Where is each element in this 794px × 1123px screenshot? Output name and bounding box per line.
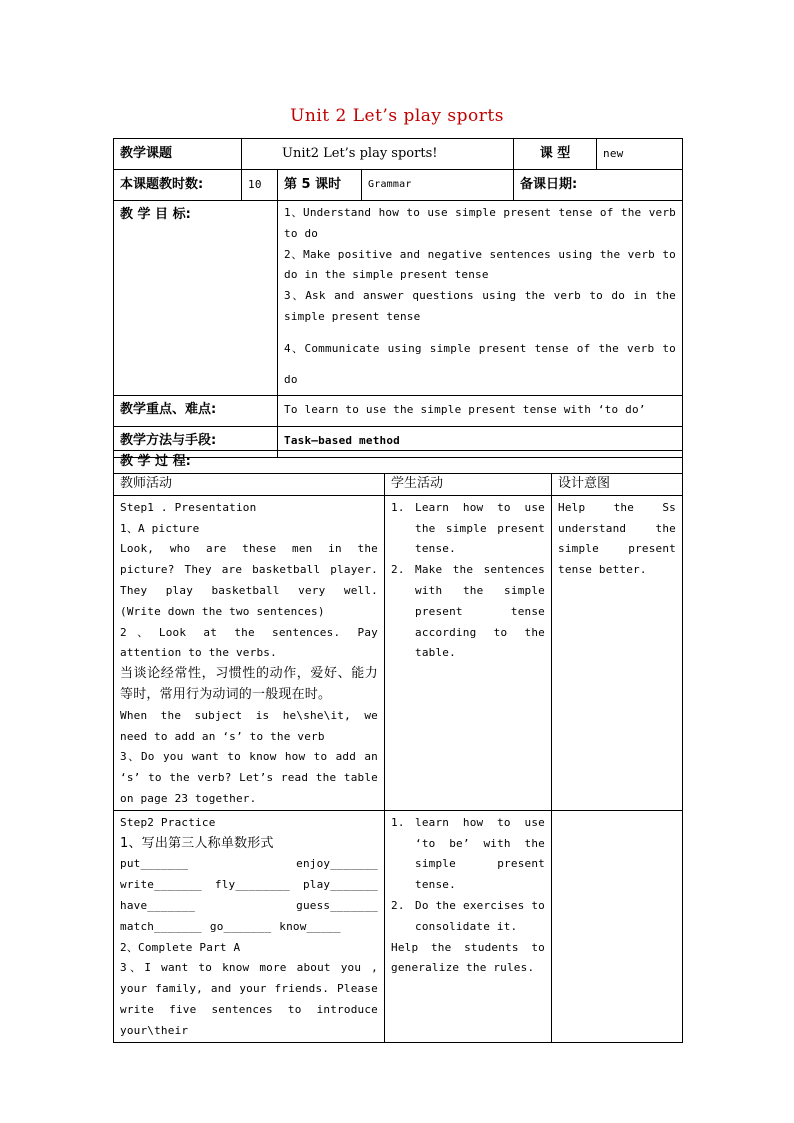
objective-item: 4、Communicate using simple present tense of the verb to do [284,341,676,386]
type-value: new [597,139,683,170]
prep-date-label: 备课日期: [514,170,683,201]
step2-task2: 2、Complete Part A [120,940,241,954]
word-row: have_______ guess_______ [120,898,378,912]
word-row: put_______ enjoy_______ [120,857,378,871]
step2-task1: 1、写出第三人称单数形式 [120,835,274,851]
step1-line: Look, who are these men in the picture? They are basketball player. They play basketball very well. (Write down the two sentences) [120,542,378,618]
document-title: Unit 2 Let’s play sports [290,106,504,126]
key-points-label: 教学重点、难点: [114,395,278,426]
step2-student-list [391,813,545,938]
objectives-label: 教 学 目 标: [114,201,278,396]
step1-line: 1、A picture [120,521,200,535]
step1-line: 当谈论经常性，习惯性的动作，爱好、能力等时，常用行为动词的一般现在时。 [120,666,378,702]
course-label: 教学课题 [114,139,242,170]
step1-line: 3、Do you want to know how to add an ‘s’ to the verb? Let’s read the table on page 23 together. [120,750,378,805]
lesson-label: 第 5 课时 [278,170,362,201]
step1-line: When the subject is he\she\it, we need to add an ‘s’ to the verb [120,708,378,743]
step2-heading: Step2 Practice [120,815,216,829]
step1-student-list [391,498,545,664]
col-teacher-header: 教师活动 [114,474,385,496]
step1-design: Help the Ss understand the simple present tense better. [552,495,683,810]
periods-value: 10 [242,170,278,201]
lesson-header-table [113,138,683,201]
step2-task3: 3、I want to know more about you , your family, and your friends. Please write five sentences to introduce your\their [120,961,378,1037]
list-item: 2. Make the sentences with the simple present tense according to the table. [391,563,545,660]
step2-design [552,810,683,1042]
type-label: 课 型 [514,139,597,170]
step1-line: 2、Look at the sentences. Pay attention to the verbs. [120,625,378,660]
methods-value: Task—based method [278,426,683,457]
col-student-header: 学生活动 [385,474,552,496]
objective-item: 2、Make positive and negative sentences using the verb to do in the simple present tense [284,247,676,282]
col-design-header: 设计意图 [552,474,683,496]
process-label: 教 学 过 程: [114,451,683,474]
methods-label: 教学方法与手段: [114,426,278,457]
list-item: 2. Do the exercises to consolidate it. [391,898,545,933]
objective-item: 3、Ask and answer questions using the verb to do in the simple present tense [284,289,676,323]
word-row: write_______ fly________ play_______ [120,878,378,892]
step1-heading: Step1 . Presentation [120,500,257,514]
list-item: 1. learn how to use ‘to be’ with the simple present tense. [391,815,545,892]
teaching-process-table [113,450,683,1043]
course-value: Unit2 Let’s play sports! [242,139,514,170]
word-row: match_______ go_______ know_____ [120,919,341,933]
key-points-value: To learn to use the simple present tense with ‘to do’ [278,395,683,426]
step2-student-extra: Help the students to generalize the rules. [391,940,545,975]
list-item: 1. Learn how to use the simple present tense. [391,500,545,556]
periods-label: 本课题教时数: [114,170,242,201]
lesson-goals-table [113,200,683,458]
lesson-value: Grammar [362,170,514,201]
objective-item: 1、Understand how to use simple present tense of the verb to do [284,206,676,240]
